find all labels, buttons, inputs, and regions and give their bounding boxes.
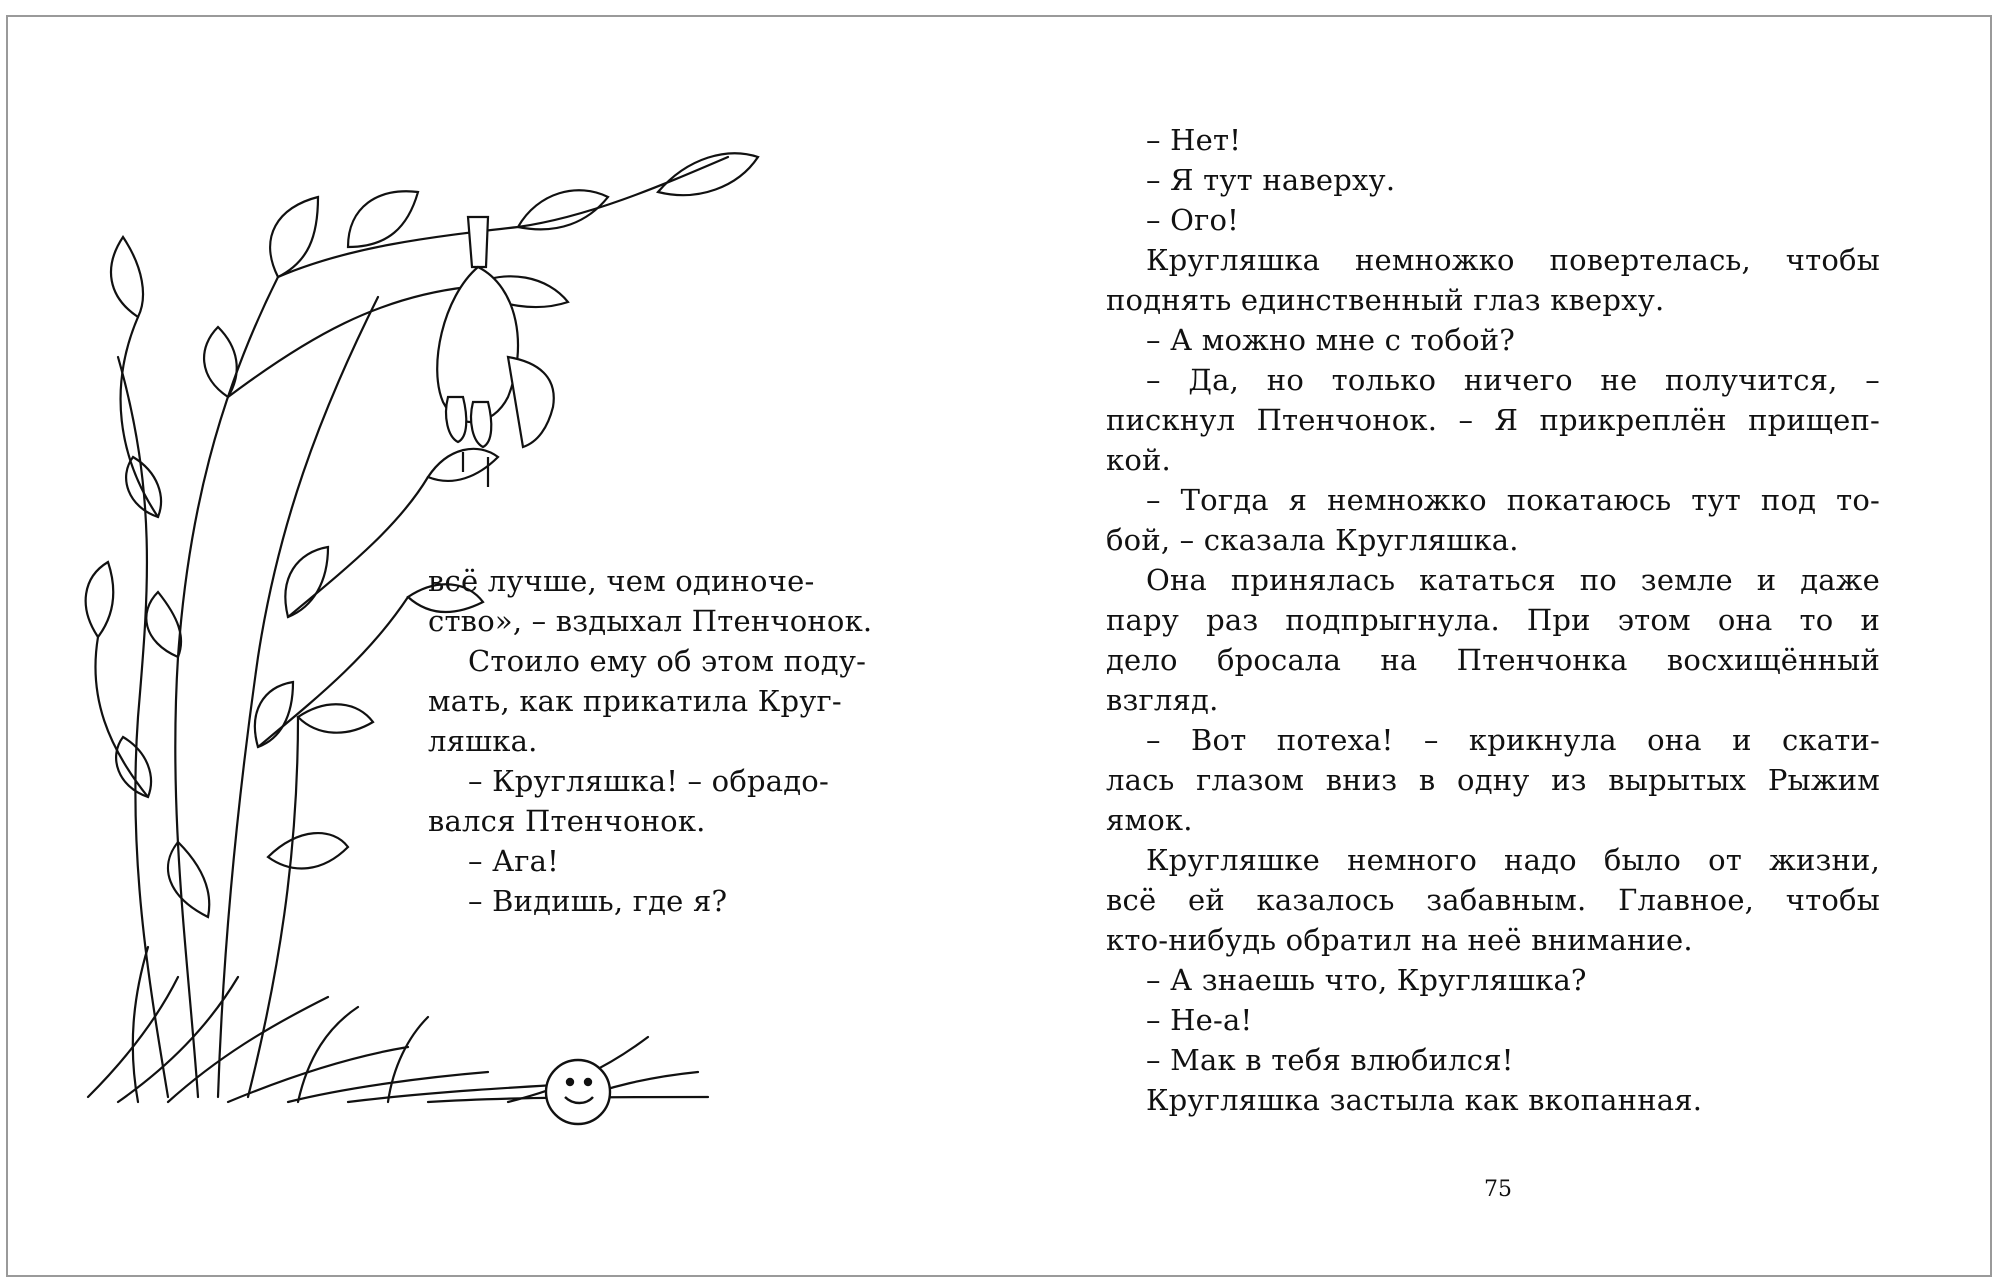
text-line: Стоило ему об этом поду- — [468, 644, 867, 678]
text-line: – Нет! — [1146, 123, 1242, 157]
text-line: – Видишь, где я? — [468, 884, 728, 918]
text-line: – Кругляшка! – обрадо- — [468, 764, 829, 798]
text-line: всё лучше, чем одиноче- — [428, 564, 815, 598]
text-line: Кругляшка застыла как вкопанная. — [1146, 1083, 1703, 1117]
text-line: пискнул Птенчонок. – Я прикреплён прищеп- — [1106, 403, 1880, 437]
text-line: поднять единственный глаз кверху. — [1106, 283, 1665, 317]
text-line: мать, как прикатила Круг- — [428, 684, 842, 718]
text-line: кто-нибудь обратил на неё внимание. — [1106, 923, 1693, 957]
text-line: дело бросала на Птенчонка восхищённый — [1106, 643, 1880, 677]
page-number: 75 — [1484, 1177, 1512, 1202]
text-line: ляшка. — [428, 724, 538, 758]
text-line: – Тогда я немножко покатаюсь тут под то- — [1146, 483, 1880, 517]
text-line: бой, – сказала Кругляшка. — [1106, 523, 1519, 557]
text-line: – Ага! — [468, 844, 560, 878]
text-line: лась глазом вниз в одну из вырытых Рыжим — [1106, 763, 1880, 797]
text-line: взгляд. — [1106, 683, 1219, 717]
text-line: вался Птенчонок. — [428, 804, 706, 838]
text-line: – Я тут наверху. — [1146, 163, 1396, 197]
clothespin-icon — [468, 217, 488, 267]
smiling-ball-icon — [546, 1060, 610, 1124]
text-line: – Вот потеха! – крикнула она и скати- — [1146, 723, 1880, 757]
text-line: Она принялась кататься по земле и даже — [1146, 563, 1880, 597]
text-line: – А знаешь что, Кругляшка? — [1146, 963, 1587, 997]
text-line: – Ого! — [1146, 203, 1240, 237]
text-line: кой. — [1106, 443, 1171, 477]
book-spread — [6, 15, 1992, 1277]
text-line: ямок. — [1106, 803, 1193, 837]
text-line: Кругляшка немножко повертелась, чтобы — [1146, 243, 1880, 277]
text-line: – А можно мне с тобой? — [1146, 323, 1516, 357]
text-line: – Мак в тебя влюбился! — [1146, 1043, 1514, 1077]
text-line: – Не-а! — [1146, 1003, 1253, 1037]
text-line: Кругляшке немного надо было от жизни, — [1146, 843, 1880, 877]
text-line: ство», – вздыхал Птенчонок. — [428, 604, 873, 638]
text-line: – Да, но только ничего не получится, – — [1146, 363, 1880, 397]
text-line: всё ей казалось забавным. Главное, чтобы — [1106, 883, 1880, 917]
text-line: пару раз подпрыгнула. При этом она то и — [1106, 603, 1880, 637]
